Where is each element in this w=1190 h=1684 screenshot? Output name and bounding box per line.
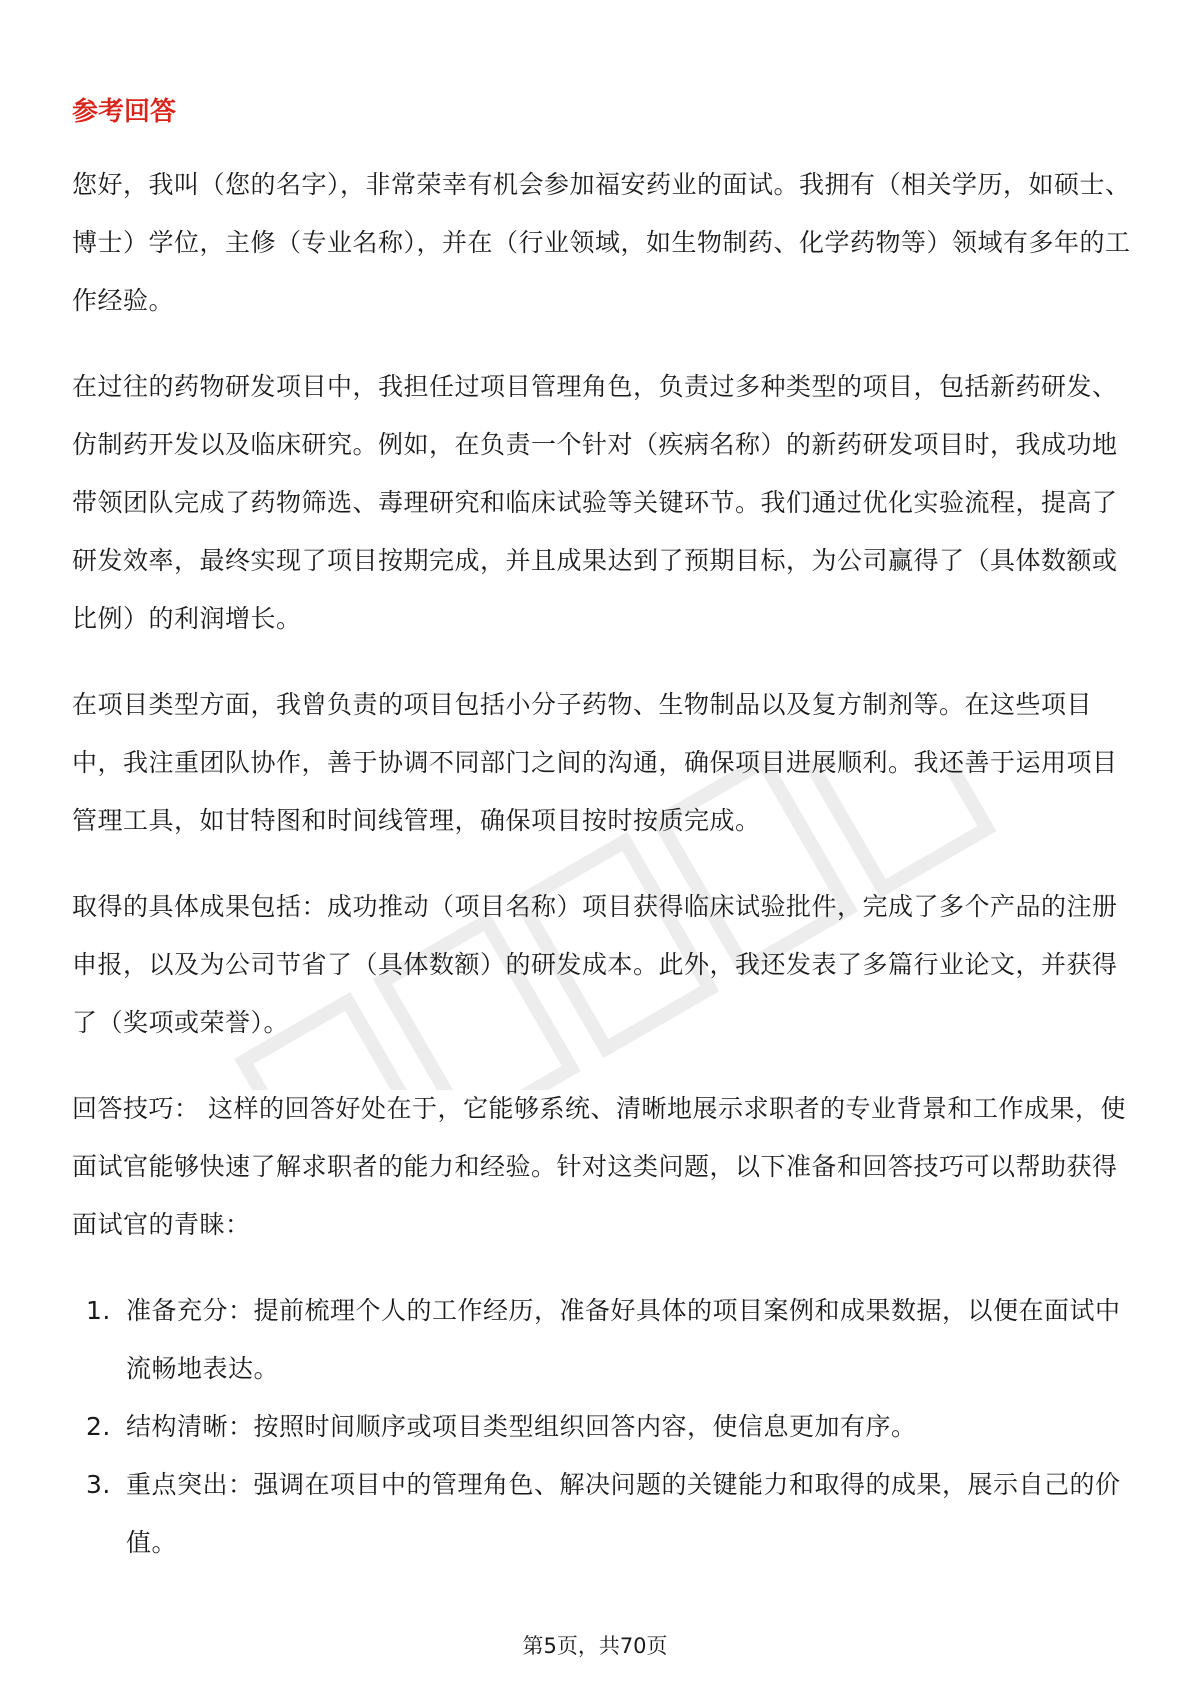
paragraph-project-types: 在项目类型方面，我曾负责的项目包括小分子药物、生物制品以及复方制剂等。在这些项目中，我注重团队协作，善于协调不同部门之间的沟通，确保项目进展顺利。我还善于运用项目管理工具，如甘特图和时间线管理，确保项目按时按质完成。 — [72, 690, 1118, 835]
list-item-number: 1. — [86, 1296, 111, 1325]
list-item-text: 结构清晰：按照时间顺序或项目类型组织回答内容，使信息更加有序。 — [126, 1412, 917, 1441]
section-title: 参考回答 — [72, 97, 177, 127]
list-item — [72, 1398, 1132, 1456]
tips-list — [72, 1282, 1132, 1572]
paragraph-achievements: 取得的具体成果包括：成功推动（项目名称）项目获得临床试验批件，完成了多个产品的注册申报，以及为公司节省了（具体数额）的研发成本。此外，我还发表了多篇行业论文，并获得了（奖项或荣誉）。 — [72, 892, 1118, 1037]
list-item — [72, 1456, 1132, 1572]
list-item-text: 准备充分：提前梳理个人的工作经历，准备好具体的项目案例和成果数据，以便在面试中流畅地表达。 — [126, 1296, 1121, 1383]
list-item-number: 3. — [86, 1470, 111, 1499]
list-item — [72, 1282, 1132, 1398]
list-item-number: 2. — [86, 1412, 111, 1441]
list-item-text: 重点突出：强调在项目中的管理角色、解决问题的关键能力和取得的成果，展示自己的价值。 — [126, 1470, 1121, 1557]
page-number-footer: 第5页，共70页 — [522, 1634, 668, 1658]
paragraph-experience: 在过往的药物研发项目中，我担任过项目管理角色，负责过多种类型的项目，包括新药研发、仿制药开发以及临床研究。例如，在负责一个针对（疾病名称）的新药研发项目时，我成功地带领团队完成了药物筛选、毒理研究和临床试验等关键环节。我们通过优化实验流程，提高了研发效率，最终实现了项目按期完成，并且成果达到了预期目标，为公司赢得了（具体数额或比例）的利润增长。 — [72, 372, 1118, 633]
main-content — [72, 92, 1132, 1572]
paragraph-intro: 您好，我叫（您的名字），非常荣幸有机会参加福安药业的面试。我拥有（相关学历，如硕士、博士）学位，主修（专业名称），并在（行业领域，如生物制药、化学药物等）领域有多年的工作经验。 — [72, 170, 1131, 315]
paragraph-answer-tips: 回答技巧： 这样的回答好处在于，它能够系统、清晰地展示求职者的专业背景和工作成果，使面试官能够快速了解求职者的能力和经验。针对这类问题，以下准备和回答技巧可以帮助获得面试官的青睐： — [72, 1094, 1126, 1239]
